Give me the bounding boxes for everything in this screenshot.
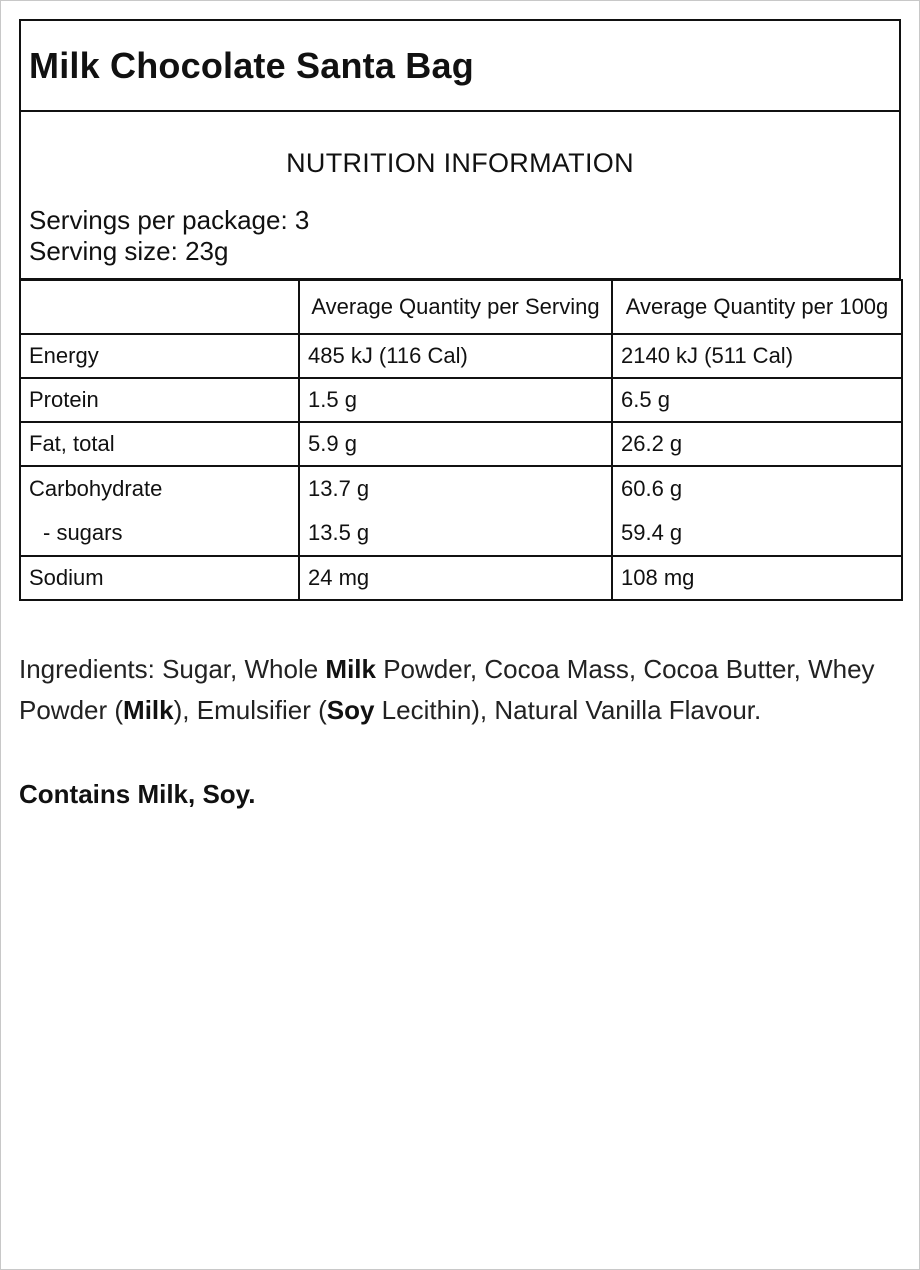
title-box	[19, 19, 901, 112]
allergen-milk: Milk	[325, 654, 376, 684]
per-serving-cell	[299, 466, 612, 556]
per-100g-value: 59.4 g	[621, 520, 683, 545]
table-row-protein	[20, 378, 902, 422]
table-row-carbohydrate	[20, 466, 902, 556]
nutrition-heading: NUTRITION INFORMATION	[286, 148, 634, 178]
sub-nutrient-label: - sugars	[43, 520, 123, 545]
ingredients-part: Powder, Cocoa Mass, Cocoa Butter, Whey Powder (	[19, 654, 875, 725]
allergen-statement: Contains Milk, Soy.	[19, 779, 256, 809]
per-100g-value: 60.6 g	[621, 476, 683, 501]
per-serving-value: 13.5 g	[308, 520, 370, 545]
nutrition-table	[19, 279, 903, 601]
allergen-milk: Milk	[123, 695, 174, 725]
nutrient-label: Sodium	[20, 556, 299, 600]
per-100g-value: 108 mg	[612, 556, 902, 600]
nutrient-label: Carbohydrate	[29, 476, 163, 501]
nutrition-header-box	[19, 112, 901, 279]
per-serving-value: 13.7 g	[308, 476, 370, 501]
per-100g-cell	[612, 466, 902, 556]
servings-per-package: Servings per package: 3	[29, 205, 310, 235]
table-row-fat	[20, 422, 902, 466]
nutrient-label: Fat, total	[20, 422, 299, 466]
header-per-serving: Average Quantity per Serving	[299, 280, 612, 334]
per-100g-value: 6.5 g	[612, 378, 902, 422]
table-row-sodium	[20, 556, 902, 600]
nutrient-label: Energy	[20, 334, 299, 378]
per-serving-value: 5.9 g	[299, 422, 612, 466]
table-row-energy	[20, 334, 902, 378]
serving-size: Serving size: 23g	[29, 236, 229, 266]
per-serving-value: 485 kJ (116 Cal)	[299, 334, 612, 378]
product-title: Milk Chocolate Santa Bag	[29, 44, 474, 86]
per-100g-value: 26.2 g	[612, 422, 902, 466]
nutrition-panel	[19, 19, 901, 601]
ingredients-part: Lecithin), Natural Vanilla Flavour.	[374, 695, 762, 725]
ingredients-prefix: Ingredients: Sugar, Whole	[19, 654, 326, 684]
per-serving-value: 1.5 g	[299, 378, 612, 422]
per-100g-value: 2140 kJ (511 Cal)	[612, 334, 902, 378]
header-empty	[20, 280, 299, 334]
ingredients-text	[19, 649, 889, 731]
allergen-soy: Soy	[326, 695, 375, 725]
header-per-100g: Average Quantity per 100g	[612, 280, 902, 334]
table-header-row	[20, 280, 902, 334]
ingredients-part: ), Emulsifier (	[173, 695, 327, 725]
per-serving-value: 24 mg	[299, 556, 612, 600]
nutrient-label-cell	[20, 466, 299, 556]
nutrient-label: Protein	[20, 378, 299, 422]
